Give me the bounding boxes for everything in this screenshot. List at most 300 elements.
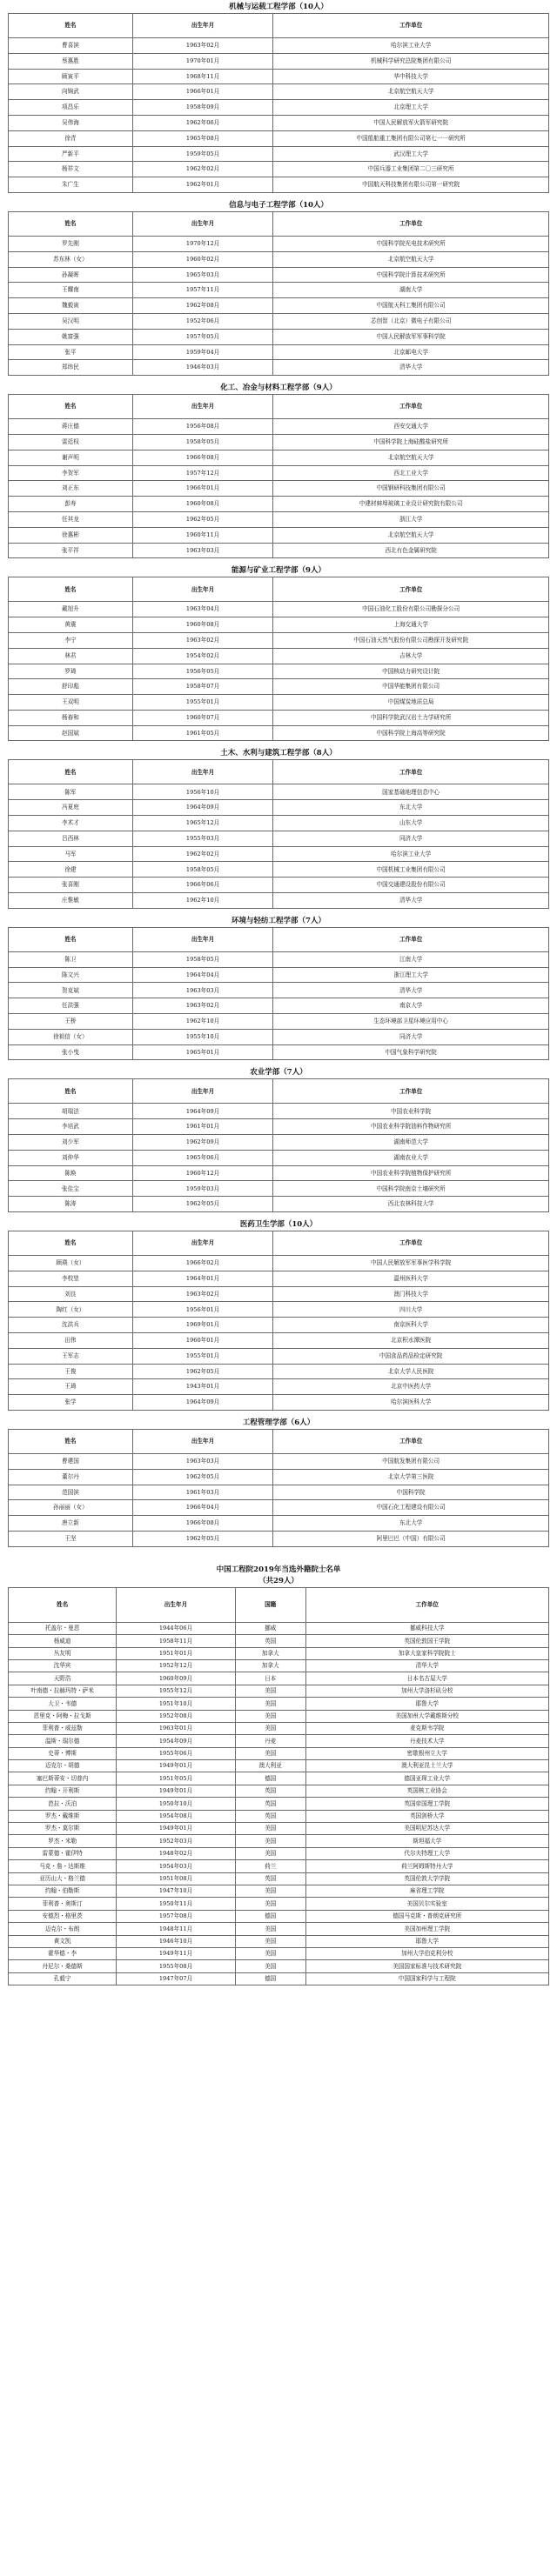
birth-cell: 1960年01月 <box>132 1333 272 1349</box>
birth-cell: 1960年09月 <box>117 1672 236 1685</box>
birth-cell: 1948年02月 <box>117 1847 236 1859</box>
name-cell: 罗杰・戴维斯 <box>9 1810 117 1822</box>
employer-cell: 斯坦福大学 <box>305 1835 548 1847</box>
table-row <box>9 1348 549 1364</box>
table-row <box>9 1772 549 1785</box>
employer-cell: 温州医科大学 <box>273 1271 549 1286</box>
table-row <box>9 1835 549 1847</box>
employer-cell: 中国石化工程建设有限公司 <box>273 1500 549 1516</box>
table-row <box>9 632 549 648</box>
table-row <box>9 1531 549 1546</box>
foreign-member-table <box>8 1587 549 1985</box>
name-cell: 沈洪兵 <box>9 1318 133 1333</box>
table-row <box>9 1685 549 1697</box>
table-row <box>9 1698 549 1710</box>
birth-cell: 1951年01月 <box>117 1647 236 1659</box>
table-row <box>9 1150 549 1165</box>
employer-cell: 北京积水潭医院 <box>273 1333 549 1349</box>
table-row <box>9 602 549 617</box>
table-header-row <box>9 1587 549 1622</box>
table-row <box>9 983 549 998</box>
name-cell: 丛友明 <box>9 1647 117 1659</box>
birth-cell: 1962年05月 <box>132 1531 272 1546</box>
employer-cell: 北京航空航天大学 <box>273 84 549 100</box>
table-row <box>9 998 549 1014</box>
table-row <box>9 800 549 816</box>
table-row <box>9 1860 549 1872</box>
birth-cell: 1956年08月 <box>132 419 272 435</box>
table-row <box>9 1104 549 1119</box>
nationality-cell: 澳大利亚 <box>235 1760 305 1772</box>
employer-cell: 江南大学 <box>273 951 549 967</box>
birth-cell: 1960年02月 <box>132 251 272 267</box>
employer-cell: 中国航天科技集团有限公司第一研究院 <box>273 177 549 193</box>
table-row <box>9 893 549 909</box>
table-row <box>9 298 549 314</box>
nationality-cell: 英国 <box>235 1798 305 1810</box>
table-row <box>9 1710 549 1722</box>
birth-cell: 1964年09月 <box>132 1104 272 1119</box>
name-cell: 安德烈・格里茨 <box>9 1910 117 1922</box>
name-cell: 曹建国 <box>9 1453 133 1469</box>
birth-cell: 1962年09月 <box>132 1135 272 1151</box>
employer-cell: 阿里巴巴（中国）有限公司 <box>273 1531 549 1546</box>
birth-cell: 1965年12月 <box>132 816 272 831</box>
employer-cell: 德国马克斯・普朗克研究所 <box>305 1910 548 1922</box>
name-cell: 菲利普・威兹勒 <box>9 1722 117 1734</box>
employer-cell: 清华大学 <box>273 360 549 376</box>
birth-cell: 1957年05月 <box>132 329 272 344</box>
table-row <box>9 1302 549 1318</box>
employer-cell: 南京大学 <box>273 998 549 1014</box>
column-header: 姓名 <box>9 1079 133 1104</box>
column-header: 国籍 <box>235 1587 305 1622</box>
employer-cell: 中国农业科学院油料作物研究所 <box>273 1119 549 1135</box>
birth-cell: 1963年03月 <box>132 543 272 558</box>
employer-cell: 机械科学研究总院集团有限公司 <box>273 53 549 69</box>
name-cell: 蔡惠胜 <box>9 53 133 69</box>
birth-cell: 1962年05月 <box>132 1469 272 1485</box>
name-cell: 王耀南 <box>9 283 133 298</box>
nationality-cell: 美国 <box>235 1923 305 1935</box>
birth-cell: 1949年01月 <box>117 1785 236 1797</box>
employer-cell: 中国食品药品检定研究院 <box>273 1348 549 1364</box>
nationality-cell: 荷兰 <box>235 1860 305 1872</box>
birth-cell: 1965年08月 <box>132 130 272 146</box>
section-title: 医药卫生学部（10人） <box>239 1220 318 1230</box>
name-cell: 王双明 <box>9 695 133 711</box>
table-row <box>9 784 549 800</box>
birth-cell: 1960年08月 <box>132 497 272 512</box>
birth-cell: 1964年01月 <box>132 1271 272 1286</box>
birth-cell: 1966年02月 <box>132 1256 272 1271</box>
table-row <box>9 710 549 725</box>
name-cell: 芭拉・沃泊 <box>9 1798 117 1810</box>
column-header: 姓名 <box>9 1231 133 1256</box>
table-row <box>9 1935 549 1947</box>
section-title: 工程管理学部（6人） <box>242 1418 315 1427</box>
birth-cell: 1962年08月 <box>132 298 272 314</box>
birth-cell: 1944年06月 <box>117 1622 236 1634</box>
employer-cell: 中国科学院南京土壤研究所 <box>273 1181 549 1197</box>
birth-cell: 1959年05月 <box>132 146 272 162</box>
name-cell: 贺克斌 <box>9 983 133 998</box>
column-header: 出生年月 <box>117 1587 236 1622</box>
birth-cell: 1949年01月 <box>117 1760 236 1772</box>
name-cell: 恩里克・阿梅・拉戈斯 <box>9 1710 117 1722</box>
employer-cell: 华中科技大学 <box>273 69 549 84</box>
name-cell: 迈克尔・胡德 <box>9 1760 117 1772</box>
table-header-row <box>9 211 549 236</box>
column-header: 出生年月 <box>132 1429 272 1453</box>
table-header-row <box>9 1429 549 1453</box>
column-header: 姓名 <box>9 1429 133 1453</box>
employer-cell: 中国科学院武汉岩土力学研究所 <box>273 710 549 725</box>
employer-cell: 西北工业大学 <box>273 465 549 481</box>
employer-cell: 英国帝国理工学院 <box>305 1798 548 1810</box>
name-cell: 罗杰・米勒 <box>9 1835 117 1847</box>
birth-cell: 1963年01月 <box>117 1722 236 1734</box>
table-row <box>9 862 549 878</box>
employer-cell: 耶鲁大学 <box>305 1935 548 1947</box>
table-row <box>9 846 549 862</box>
name-cell: 徐祖信（女） <box>9 1029 133 1044</box>
employer-cell: 加拿大皇家科学院院士 <box>305 1647 548 1659</box>
nationality-cell: 德国 <box>235 1910 305 1922</box>
table-row <box>9 1798 549 1810</box>
employer-cell: 美国加州理工学院 <box>305 1923 548 1935</box>
employer-cell: 清华大学 <box>305 1659 548 1672</box>
employer-cell: 密歇根州立大学 <box>305 1747 548 1759</box>
name-cell: 雷蒙德・霍伊特 <box>9 1847 117 1859</box>
column-header: 出生年月 <box>132 211 272 236</box>
birth-cell: 1963年02月 <box>132 1286 272 1302</box>
name-cell: 谢声明 <box>9 450 133 465</box>
employer-cell: 中国钢研科技集团有限公司 <box>273 481 549 497</box>
table-row <box>9 1014 549 1030</box>
birth-cell: 1966年01月 <box>132 481 272 497</box>
employer-cell: 耶鲁大学 <box>305 1698 548 1710</box>
employer-cell: 中国船舶重工集团有限公司第七一一研究所 <box>273 130 549 146</box>
birth-cell: 1965年06月 <box>132 1150 272 1165</box>
table-row <box>9 816 549 831</box>
table-row <box>9 1923 549 1935</box>
name-cell: 舒印彪 <box>9 679 133 695</box>
employer-cell: 中国气象科学研究院 <box>273 1044 549 1060</box>
table-row <box>9 1165 549 1181</box>
employer-cell: 中国人民解放军军事医学科学院 <box>273 1256 549 1271</box>
employer-cell: 中国核动力研究设计院 <box>273 664 549 679</box>
column-header: 姓名 <box>9 760 133 784</box>
birth-cell: 1962年10月 <box>132 893 272 909</box>
table-row <box>9 1135 549 1151</box>
employer-cell: 中建材蚌埠玻璃工业设计研究院有限公司 <box>273 497 549 512</box>
nationality-cell: 美国 <box>235 1698 305 1710</box>
employer-cell: 英国伦敦大学学院 <box>305 1872 548 1885</box>
birth-cell: 1958年07月 <box>132 679 272 695</box>
employer-cell: 中国华能集团有限公司 <box>273 679 549 695</box>
section-title: 信息与电子工程学部（10人） <box>229 200 328 210</box>
name-cell: 徐青 <box>9 130 133 146</box>
name-cell: 沈华宾 <box>9 1659 117 1672</box>
name-cell: 吕西林 <box>9 831 133 846</box>
name-cell: 黄震 <box>9 617 133 633</box>
name-cell: 向锦武 <box>9 84 133 100</box>
name-cell: 唐立新 <box>9 1516 133 1532</box>
name-cell: 张佳宝 <box>9 1181 133 1197</box>
column-header: 工作单位 <box>273 395 549 419</box>
section-title: 农业学部（7人） <box>250 1068 307 1078</box>
nationality-cell: 加拿大 <box>235 1659 305 1672</box>
employer-cell: 中国人民解放军军事科学院 <box>273 329 549 344</box>
birth-cell: 1950年10月 <box>117 1798 236 1810</box>
foreign-subtitle: （共29人） <box>258 1576 299 1585</box>
birth-cell: 1946年03月 <box>132 360 272 376</box>
table-row <box>9 497 549 512</box>
table-row <box>9 1747 549 1759</box>
nationality-cell: 美国 <box>235 1947 305 1959</box>
birth-cell: 1963年02月 <box>132 632 272 648</box>
column-header: 姓名 <box>9 1587 117 1622</box>
employer-cell: 德国亚琛工业大学 <box>305 1772 548 1785</box>
table-row <box>9 1847 549 1859</box>
column-header: 出生年月 <box>132 577 272 602</box>
table-row <box>9 283 549 298</box>
birth-cell: 1962年02月 <box>132 162 272 177</box>
employer-cell: 中国机械工业集团有限公司 <box>273 862 549 878</box>
name-cell: 李培武 <box>9 1119 133 1135</box>
name-cell: 塞巴斯蒂安・切普内 <box>9 1772 117 1785</box>
birth-cell: 1957年12月 <box>132 465 272 481</box>
name-cell: 徐惠彬 <box>9 527 133 543</box>
nationality-cell: 日本 <box>235 1672 305 1685</box>
table-row <box>9 419 549 435</box>
name-cell: 李校堃 <box>9 1271 133 1286</box>
table-row <box>9 1197 549 1212</box>
employer-cell: 英国核工业协会 <box>305 1785 548 1797</box>
table-row <box>9 84 549 100</box>
nationality-cell: 美国 <box>235 1835 305 1847</box>
table-row <box>9 1286 549 1302</box>
name-cell: 刘良 <box>9 1286 133 1302</box>
employer-cell: 西安交通大学 <box>273 419 549 435</box>
name-cell: 孔毅宁 <box>9 1972 117 1985</box>
birth-cell: 1955年12月 <box>117 1685 236 1697</box>
birth-cell: 1951年05月 <box>117 1772 236 1785</box>
birth-cell: 1962年05月 <box>132 1197 272 1212</box>
table-row <box>9 527 549 543</box>
table-header-row <box>9 395 549 419</box>
name-cell: 张平祥 <box>9 543 133 558</box>
column-header: 工作单位 <box>305 1587 548 1622</box>
table-row <box>9 1885 549 1897</box>
employer-cell: 北京大学第三医院 <box>273 1469 549 1485</box>
table-row <box>9 130 549 146</box>
employer-cell: 北京邮电大学 <box>273 344 549 360</box>
table-row <box>9 1256 549 1271</box>
column-header: 工作单位 <box>273 1429 549 1453</box>
table-row <box>9 725 549 741</box>
table-row <box>9 967 549 983</box>
name-cell: 陈文兴 <box>9 967 133 983</box>
table-row <box>9 511 549 527</box>
name-cell: 罗琦 <box>9 664 133 679</box>
name-cell: 庄惟敏 <box>9 893 133 909</box>
table-row <box>9 1872 549 1885</box>
table-row <box>9 481 549 497</box>
birth-cell: 1955年03月 <box>132 831 272 846</box>
birth-cell: 1960年08月 <box>132 617 272 633</box>
section-title: 土木、水利与建筑工程学部（8人） <box>220 749 337 758</box>
employer-cell: 麻省理工学院 <box>305 1885 548 1897</box>
nationality-cell: 美国 <box>235 1847 305 1859</box>
birth-cell: 1968年11月 <box>132 69 272 84</box>
birth-cell: 1956年01月 <box>132 1302 272 1318</box>
nationality-cell: 英国 <box>235 1810 305 1822</box>
name-cell: 杨春和 <box>9 710 133 725</box>
name-cell: 雷廷权 <box>9 434 133 450</box>
table-row <box>9 1635 549 1647</box>
nationality-cell: 丹麦 <box>235 1735 305 1747</box>
employer-cell: 中国交通建设股份有限公司 <box>273 878 549 893</box>
section-title: 化工、冶金与材料工程学部（9人） <box>220 384 337 393</box>
nationality-cell: 英国 <box>235 1872 305 1885</box>
table-row <box>9 1500 549 1516</box>
employer-cell: 美国贝尔实验室 <box>305 1898 548 1910</box>
employer-cell: 中国航发集团有限公司 <box>273 1453 549 1469</box>
member-table <box>8 927 549 1061</box>
table-row <box>9 329 549 344</box>
birth-cell: 1958年05月 <box>132 862 272 878</box>
table-row <box>9 360 549 376</box>
table-row <box>9 1647 549 1659</box>
birth-cell: 1952年12月 <box>117 1659 236 1672</box>
nationality-cell: 美国 <box>235 1685 305 1697</box>
table-row <box>9 951 549 967</box>
table-row <box>9 664 549 679</box>
employer-cell: 中国煤炭地质总局 <box>273 695 549 711</box>
table-row <box>9 1960 549 1972</box>
column-header: 出生年月 <box>132 395 272 419</box>
birth-cell: 1966年08月 <box>132 1516 272 1532</box>
column-header: 出生年月 <box>132 1079 272 1104</box>
section-title: 能源与矿业工程学部（9人） <box>232 566 325 576</box>
employer-cell: 西北农林科技大学 <box>273 1197 549 1212</box>
name-cell: 任洪强 <box>9 998 133 1014</box>
table-row <box>9 1910 549 1922</box>
name-cell: 陈卫 <box>9 951 133 967</box>
employer-cell: 中国兵器工业集团第二〇三研究所 <box>273 162 549 177</box>
name-cell: 李术才 <box>9 816 133 831</box>
name-cell: 徐建 <box>9 862 133 878</box>
table-row <box>9 1785 549 1797</box>
employer-cell: 北京航空航天大学 <box>273 450 549 465</box>
column-header: 工作单位 <box>273 927 549 951</box>
name-cell: 杨威迪 <box>9 1635 117 1647</box>
birth-cell: 1958年05月 <box>132 951 272 967</box>
name-cell: 姚富强 <box>9 329 133 344</box>
employer-cell: 浙江理工大学 <box>273 967 549 983</box>
table-row <box>9 1395 549 1411</box>
name-cell: 温斯・瑞尔德 <box>9 1735 117 1747</box>
name-cell: 刘仲华 <box>9 1150 133 1165</box>
nationality-cell: 挪威 <box>235 1622 305 1634</box>
table-row <box>9 1333 549 1349</box>
birth-cell: 1970年12月 <box>132 236 272 251</box>
table-row <box>9 115 549 130</box>
name-cell: 戴旭升 <box>9 602 133 617</box>
birth-cell: 1960年12月 <box>132 1165 272 1181</box>
name-cell: 张小曳 <box>9 1044 133 1060</box>
table-row <box>9 1318 549 1333</box>
nationality-cell: 美国 <box>235 1747 305 1759</box>
table-row <box>9 1672 549 1685</box>
member-table <box>8 577 549 741</box>
birth-cell: 1950年11月 <box>117 1898 236 1910</box>
column-header: 出生年月 <box>132 927 272 951</box>
name-cell: 天野浩 <box>9 1672 117 1685</box>
name-cell: 刘少军 <box>9 1135 133 1151</box>
table-row <box>9 1119 549 1135</box>
birth-cell: 1962年01月 <box>132 177 272 193</box>
employer-cell: 中国国家科学与工程院 <box>305 1972 548 1985</box>
employer-cell: 同济大学 <box>273 831 549 846</box>
table-row <box>9 1044 549 1060</box>
name-cell: 严新平 <box>9 146 133 162</box>
employer-cell: 北京中医药大学 <box>273 1379 549 1395</box>
table-row <box>9 1947 549 1959</box>
birth-cell: 1964年09月 <box>132 800 272 816</box>
name-cell: 陈涛 <box>9 1197 133 1212</box>
employer-cell: 湖南大学 <box>273 283 549 298</box>
name-cell: 郑纬民 <box>9 360 133 376</box>
table-row <box>9 146 549 162</box>
column-header: 出生年月 <box>132 1231 272 1256</box>
name-cell: 孙丽丽（女） <box>9 1500 133 1516</box>
birth-cell: 1963年03月 <box>132 983 272 998</box>
employer-cell: 哈尔滨医科大学 <box>273 1395 549 1411</box>
section-title: 机械与运载工程学部（10人） <box>229 3 328 11</box>
employer-cell: 四川大学 <box>273 1302 549 1318</box>
employer-cell: 哈尔滨工业大学 <box>273 846 549 862</box>
birth-cell: 1966年04月 <box>132 1500 272 1516</box>
name-cell: 胡瑞法 <box>9 1104 133 1119</box>
employer-cell: 中国石油天然气股份有限公司勘探开发研究院 <box>273 632 549 648</box>
nationality-cell: 德国 <box>235 1972 305 1985</box>
employer-cell: 日本名古屋大学 <box>305 1672 548 1685</box>
name-cell: 吴汉明 <box>9 313 133 329</box>
birth-cell: 1952年03月 <box>117 1835 236 1847</box>
employer-cell: 麦克斯韦学院 <box>305 1722 548 1734</box>
name-cell: 史蒂・博斯 <box>9 1747 117 1759</box>
birth-cell: 1962年10月 <box>132 1014 272 1030</box>
employer-cell: 北京大学人民医院 <box>273 1364 549 1379</box>
table-row <box>9 878 549 893</box>
employer-cell: 北京航空航天大学 <box>273 251 549 267</box>
birth-cell: 1960年11月 <box>132 527 272 543</box>
name-cell: 罗先刚 <box>9 236 133 251</box>
birth-cell: 1966年01月 <box>132 84 272 100</box>
table-row <box>9 313 549 329</box>
birth-cell: 1969年01月 <box>132 1318 272 1333</box>
birth-cell: 1965年03月 <box>132 267 272 283</box>
table-row <box>9 617 549 633</box>
birth-cell: 1961年03月 <box>132 1485 272 1500</box>
birth-cell: 1954年03月 <box>117 1860 236 1872</box>
nationality-cell: 英国 <box>235 1635 305 1647</box>
birth-cell: 1961年01月 <box>132 1119 272 1135</box>
nationality-cell: 美国 <box>235 1935 305 1947</box>
